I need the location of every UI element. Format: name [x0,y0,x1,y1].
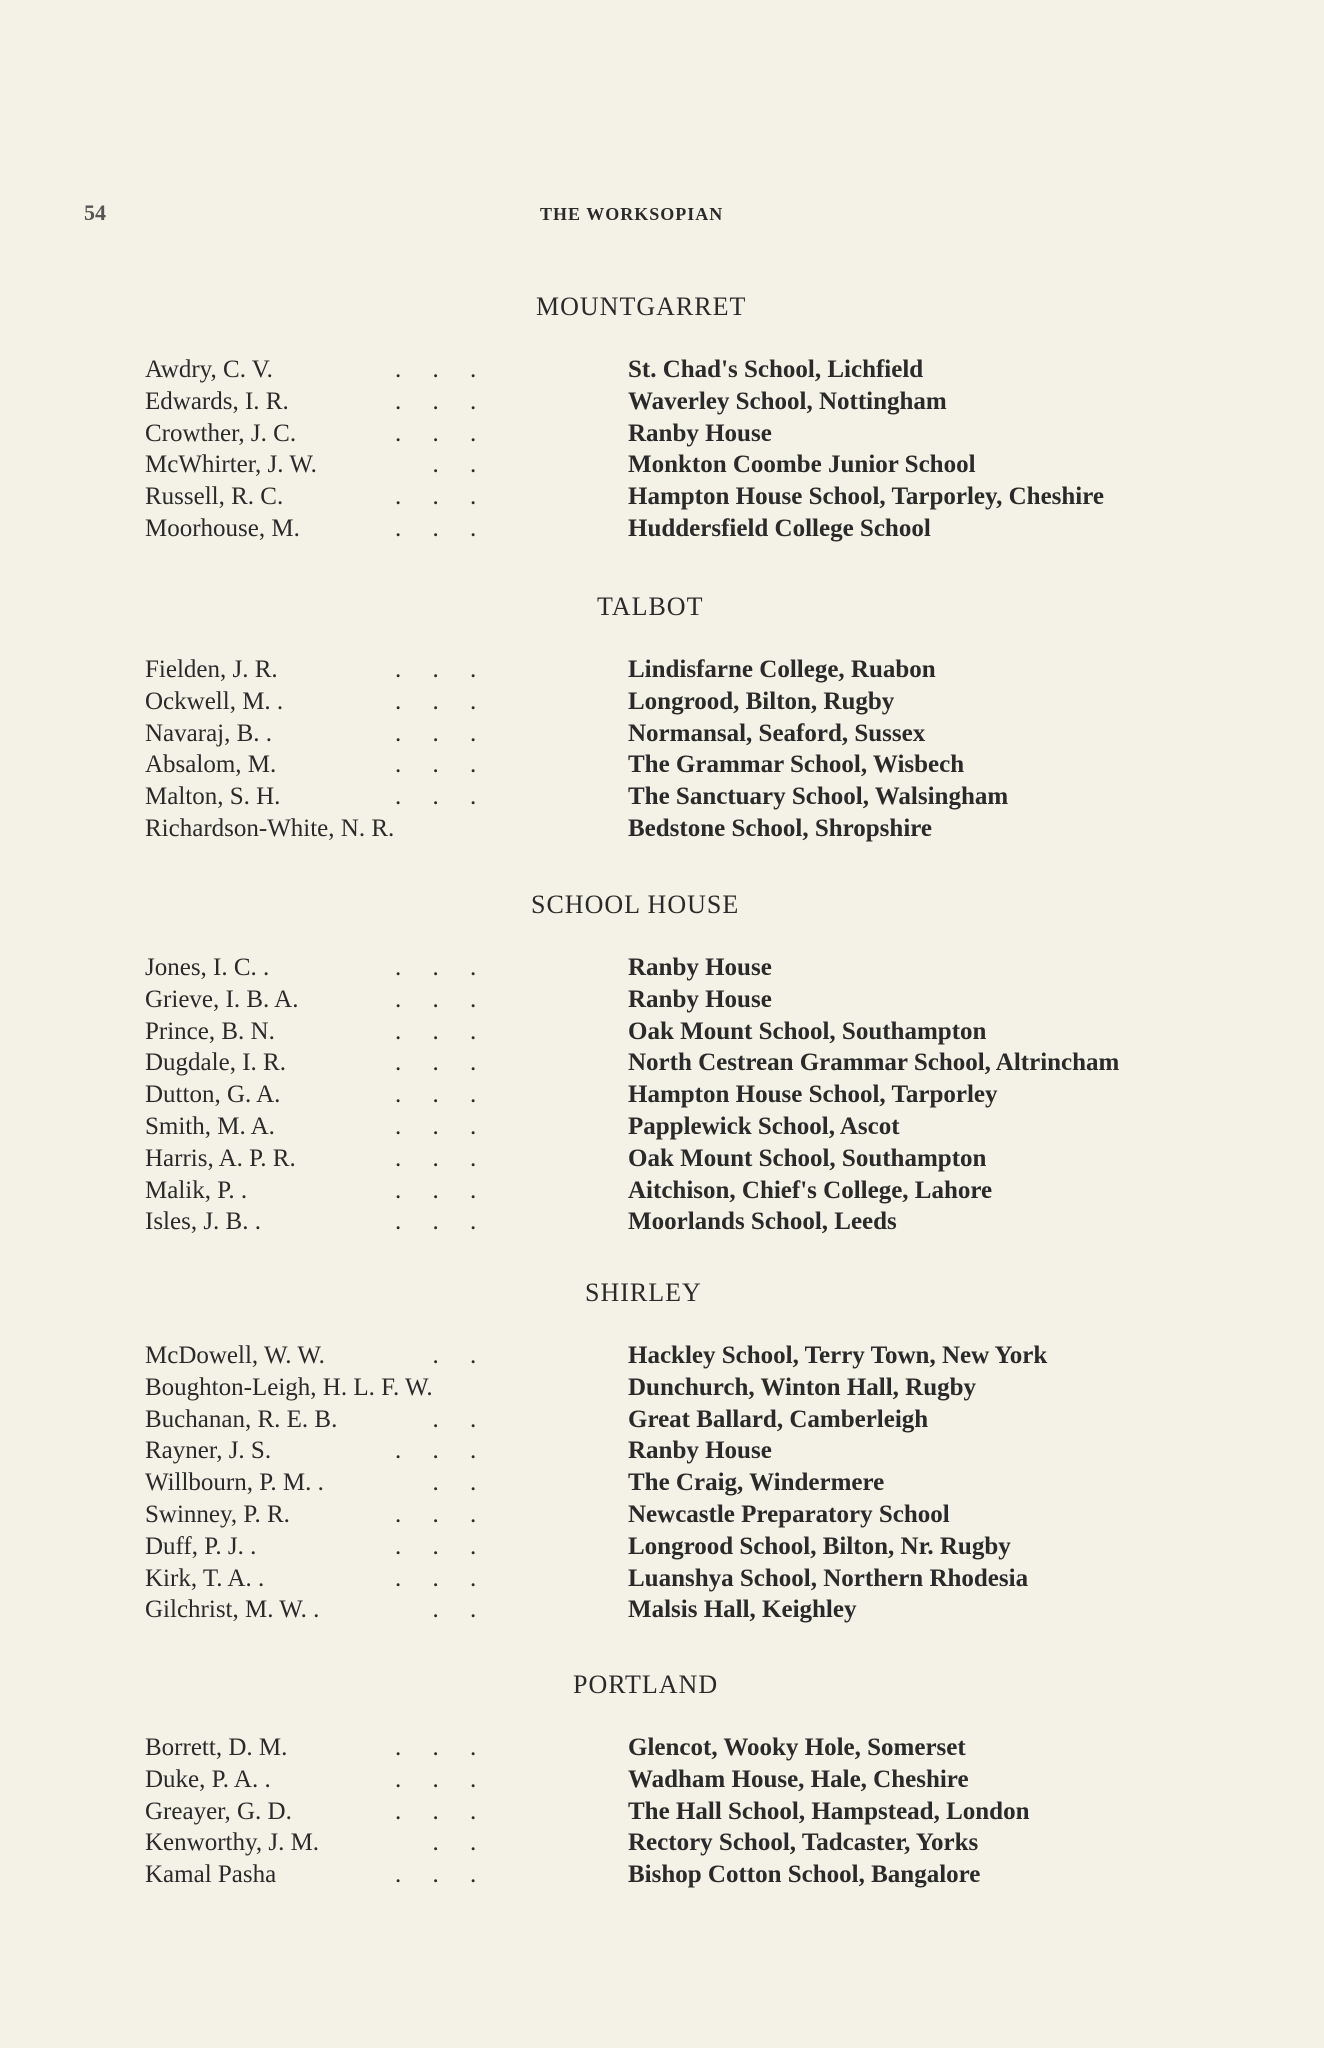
student-name: Navaraj, B. . [145,719,273,747]
student-name: Rayner, J. S. [145,1437,272,1465]
previous-school: Dunchurch, Winton Hall, Rugby [628,1373,977,1401]
list-item [0,813,1324,845]
student-name: Willbourn, P. M. . [145,1469,324,1497]
student-name: Grieve, I. B. A. [145,985,299,1013]
dot-leader: . . . [395,1144,477,1172]
list-item [0,354,1324,386]
previous-school: Oak Mount School, Southampton [628,1144,987,1172]
dot-leader: . . [395,1405,477,1433]
student-name: Dugdale, I. R. [145,1049,286,1077]
previous-school: The Sanctuary School, Walsingham [628,783,1009,811]
previous-school: Bedstone School, Shropshire [628,815,933,842]
section-title-school-house: SCHOOL HOUSE [531,890,740,919]
previous-school: Waverley School, Nottingham [628,387,947,415]
list-item [0,686,1324,718]
dot-leader: . . . [395,985,477,1013]
student-name: Awdry, C. V. [145,356,273,383]
student-name: McWhirter, J. W. [145,451,317,479]
dot-leader: . . . [395,387,477,415]
previous-school: Hampton House School, Tarporley [628,1081,998,1109]
dot-leader: . . . [395,1501,477,1528]
student-name: Kirk, T. A. . [145,1564,265,1592]
dot-leader: . . . [395,1113,477,1140]
student-name: Absalom, M. [145,751,277,779]
list-item [0,1404,1324,1436]
student-name: Moorhouse, M. [145,515,300,542]
previous-school: Hackley School, Terry Town, New York [628,1342,1048,1369]
dot-leader: . . . [395,687,477,715]
student-name: Malik, P. . [145,1176,248,1204]
student-name: McDowell, W. W. [145,1342,325,1369]
student-name: Kenworthy, J. M. [145,1829,320,1857]
list-item [0,1467,1324,1499]
previous-school: Ranby House [628,985,772,1013]
dot-leader: . . [395,451,477,479]
student-name: Harris, A. P. R. [145,1144,296,1172]
previous-school: Rectory School, Tadcaster, Yorks [628,1829,979,1857]
student-name: Borrett, D. M. [145,1734,288,1761]
list-item [0,718,1324,750]
previous-school: Bishop Cotton School, Bangalore [628,1861,981,1889]
previous-school: Longrood, Bilton, Rugby [628,687,895,715]
dot-leader: . . . [395,515,477,542]
previous-school: Ranby House [628,1437,772,1465]
list-item [0,749,1324,781]
dot-leader: . . . [395,483,477,511]
page-number: 54 [84,200,106,225]
previous-school: Papplewick School, Ascot [628,1113,900,1140]
list-item [0,1047,1324,1079]
previous-school: Hampton House School, Tarporley, Cheshire [628,483,1104,511]
previous-school: Glencot, Wooky Hole, Somerset [628,1734,966,1761]
list-item [0,481,1324,513]
dot-leader: . . . [395,1437,477,1465]
previous-school: Great Ballard, Camberleigh [628,1405,929,1433]
student-name: Swinney, P. R. [145,1501,290,1528]
previous-school: Newcastle Preparatory School [628,1501,950,1528]
dot-leader: . . . [395,419,477,447]
previous-school: Wadham House, Hale, Cheshire [628,1765,969,1793]
dot-leader: . . . [395,1017,477,1045]
student-name: Prince, B. N. [145,1017,275,1045]
list-item [0,1764,1324,1796]
dot-leader: . . . [395,783,477,811]
list-item [0,1531,1324,1563]
previous-school: North Cestrean Grammar School, Altrincham [628,1049,1120,1077]
list-item [0,1079,1324,1111]
section-title-shirley: SHIRLEY [585,1278,702,1307]
student-name: Gilchrist, M. W. . [145,1596,320,1624]
previous-school: Huddersfield College School [628,515,931,542]
dot-leader: . . [395,1829,477,1857]
list-item [0,1175,1324,1207]
section-title-talbot: TALBOT [597,592,704,621]
student-name: Dutton, G. A. [145,1081,281,1109]
list-item [0,1435,1324,1467]
list-item [0,513,1324,545]
dot-leader: . . . [395,1208,477,1236]
list-item [0,386,1324,418]
dot-leader: . . . [395,751,477,779]
dot-leader: . . [395,1342,477,1369]
previous-school: Ranby House [628,419,772,447]
running-title: THE WORKSOPIAN [540,204,724,224]
previous-school: Moorlands School, Leeds [628,1208,897,1236]
previous-school: St. Chad's School, Lichfield [628,356,924,383]
previous-school: Luanshya School, Northern Rhodesia [628,1564,1029,1592]
student-name: Malton, S. H. [145,783,281,811]
student-name: Edwards, I. R. [145,387,289,415]
dot-leader: . . [395,1469,477,1497]
list-item [0,654,1324,686]
dot-leader: . . . [395,1176,477,1204]
list-item [0,1827,1324,1859]
student-name: Richardson-White, N. R. [145,815,395,842]
list-item [0,781,1324,813]
list-item [0,1143,1324,1175]
dot-leader: . . . [395,1765,477,1793]
list-item [0,1499,1324,1531]
dot-leader: . . . [395,1564,477,1592]
list-item [0,952,1324,984]
list-item [0,1372,1324,1404]
previous-school: The Grammar School, Wisbech [628,751,965,779]
dot-leader: . . . [395,1861,477,1889]
student-name: Crowther, J. C. [145,419,297,447]
dot-leader: . . . [395,1797,477,1825]
previous-school: Aitchison, Chief's College, Lahore [628,1176,993,1204]
list-item [0,1732,1324,1764]
previous-school: Normansal, Seaford, Sussex [628,719,926,747]
dot-leader: . . . [395,1081,477,1109]
student-name: Duff, P. J. . [145,1532,257,1560]
dot-leader: . . . [395,1734,477,1761]
student-name: Duke, P. A. . [145,1765,271,1793]
student-name: Ockwell, M. . [145,687,284,715]
list-item [0,449,1324,481]
dot-leader: . . . [395,719,477,747]
previous-school: The Craig, Windermere [628,1469,885,1497]
list-item [0,1016,1324,1048]
list-item [0,1111,1324,1143]
list-item [0,1206,1324,1238]
dot-leader: . . . [395,356,477,383]
previous-school: The Hall School, Hampstead, London [628,1797,1030,1825]
previous-school: Monkton Coombe Junior School [628,451,976,479]
student-name: Isles, J. B. . [145,1208,261,1236]
previous-school: Oak Mount School, Southampton [628,1017,987,1045]
previous-school: Longrood School, Bilton, Nr. Rugby [628,1532,1011,1560]
dot-leader: . . . [395,1532,477,1560]
student-name: Smith, M. A. [145,1113,275,1140]
list-item [0,1859,1324,1891]
student-name: Kamal Pasha [145,1861,277,1889]
list-item [0,1563,1324,1595]
student-name: Buchanan, R. E. B. [145,1405,338,1433]
previous-school: Ranby House [628,954,772,981]
previous-school: Malsis Hall, Keighley [628,1596,857,1624]
student-name: Fielden, J. R. [145,656,278,683]
list-item [0,1796,1324,1828]
list-item [0,1340,1324,1372]
list-item [0,1594,1324,1626]
dot-leader: . . . [395,1049,477,1077]
section-title-portland: PORTLAND [573,1670,719,1699]
list-item [0,418,1324,450]
student-name: Jones, I. C. . [145,954,270,981]
dot-leader: . . . [395,656,477,683]
student-name: Boughton-Leigh, H. L. F. W. [145,1373,433,1401]
dot-leader: . . . [395,954,477,981]
student-name: Greayer, G. D. [145,1797,292,1825]
list-item [0,984,1324,1016]
student-name: Russell, R. C. [145,483,284,511]
section-title-mountgarret: MOUNTGARRET [536,292,747,321]
previous-school: Lindisfarne College, Ruabon [628,656,936,683]
dot-leader: . . [395,1596,477,1624]
